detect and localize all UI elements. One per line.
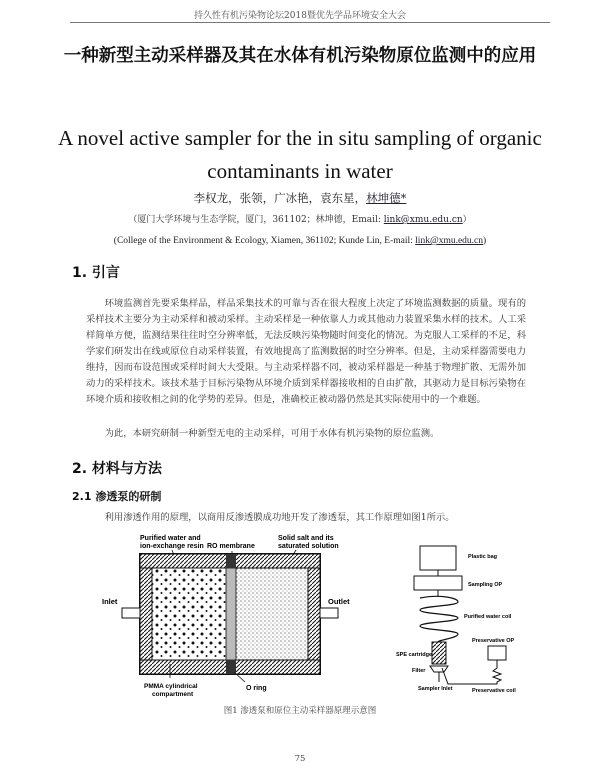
outlet-port (320, 608, 338, 618)
subsection-heading: 2.1 渗透泵的研制 (72, 490, 162, 503)
running-header: 持久性有机污染物论坛2018暨优先学品环境安全大会 (194, 11, 406, 21)
affiliation-chinese (0, 212, 600, 225)
intro-paragraph-2: 为此，本研究研制一种新型无电的主动采样，可用于水体有机污染物的原位监测。 (104, 428, 440, 439)
affiliation-english (0, 236, 600, 246)
page-number: 75 (294, 754, 306, 764)
section-heading-methods: 2. 材料与方法 (72, 461, 162, 477)
osmotic-pump-diagram (102, 535, 350, 698)
affiliation-en-text: (College of the Environment & Ecology, Xiamen, 361102; Kunde Lin, E-mail: (113, 236, 416, 246)
purified-water-coil (420, 596, 458, 642)
figure-caption: 图1 渗透泵和原位主动采样器原理示意图 (223, 706, 377, 716)
label-solid-salt: Solid salt and its (278, 535, 334, 542)
salt-chamber (236, 568, 308, 660)
plastic-bag (420, 546, 456, 570)
pump-wall-right (308, 568, 320, 660)
label-coil: Purified water coil (464, 614, 512, 620)
label-o-ring: O ring (246, 685, 267, 692)
ro-membrane-top (226, 554, 236, 568)
label-pmma: PMMA cylindrical (144, 683, 198, 690)
author-line (0, 190, 600, 206)
label-ion-exchange-resin: ion-exchange resin (140, 543, 204, 550)
label-purified-water: Purified water and (140, 535, 201, 542)
corresponding-author: 林坤德* (366, 191, 407, 205)
inlet-port (122, 608, 140, 618)
label-preservative-op: Preservative OP (472, 638, 515, 644)
chinese-title: 一种新型主动采样器及其在水体有机污染物原位监测中的应用 (63, 46, 537, 66)
affiliation-en-close: ) (483, 236, 487, 246)
resin-chamber (152, 568, 226, 660)
label-outlet: Outlet (328, 597, 350, 606)
ro-membrane-strip (226, 568, 236, 660)
preservative-op (488, 646, 506, 660)
ro-membrane-bottom (226, 660, 236, 674)
label-ro-membrane: RO membrane (207, 543, 255, 550)
email-link-en[interactable]: link@xmu.edu.cn (415, 236, 484, 246)
sampler-diagram (396, 546, 516, 694)
intro-paragraph-1: 环境监测首先要采集样品，样品采集技术的可靠与否在很大程度上决定了环境监测数据的质量。现有的采样技术主要分为主动采样和被动采样。主动采样是一种依靠人力或其他动力装置采集水样的技术。人工采样简单方便，监测结果往往时空分辨率低，无法反映污染物随时间变化的情况。为克服人工采样的不足，科学家们研发出在线或原位自动采样装置，有效地提高了监测数据的时空分辨率。但是，主动采样器需要电力维持，因而布设范围或采样时间大大受限。与主动采样器不同，被动采样器是一种基于物理扩散、无需外加动力的采样技术。该技术基于目标污染物从环境介质到采样器接收相的自由扩散，其驱动力是目标污染物在环境介质和接收相之间的化学势的差异。但是，准确校正被动器仍然是其实际使用中的一个难题。 (86, 298, 526, 405)
figure-1-diagram (100, 532, 540, 700)
label-compartment: compartment (152, 691, 194, 698)
label-filter: Filter (412, 668, 426, 674)
preservative-coil (442, 660, 501, 684)
affiliation-cn-close: ） (462, 215, 472, 225)
english-title: A novel active sampler for the in situ sampling of organic contaminants in water (58, 126, 542, 183)
spe-cartridge (432, 642, 446, 664)
author-names: 李权龙，张领，广冰艳，袁东星， (193, 191, 367, 205)
sampling-op (414, 576, 462, 590)
email-link-cn[interactable]: link@xmu.edu.cn (383, 215, 463, 225)
label-spe: SPE cartridge (396, 652, 433, 658)
label-preservative-coil: Preservative coil (472, 688, 516, 694)
label-saturated-solution: saturated solution (278, 543, 339, 550)
affiliation-cn-text: （厦门大学环境与生态学院，厦门，361102；林坤德，Email: (128, 215, 384, 225)
header-rule (70, 22, 550, 23)
methods-paragraph: 利用渗透作用的原理，以商用反渗透膜成功地开发了渗透泵，其工作原理如图1所示。 (104, 512, 455, 523)
label-inlet: Inlet (102, 597, 118, 606)
filter-shape (430, 666, 448, 672)
pump-wall-left (140, 568, 152, 660)
label-sampling-op: Sampling OP (468, 582, 503, 588)
label-plastic-bag: Plastic bag (468, 554, 498, 560)
label-sampler-inlet: Sampler Inlet (418, 686, 453, 692)
section-heading-intro: 1. 引言 (72, 265, 120, 281)
